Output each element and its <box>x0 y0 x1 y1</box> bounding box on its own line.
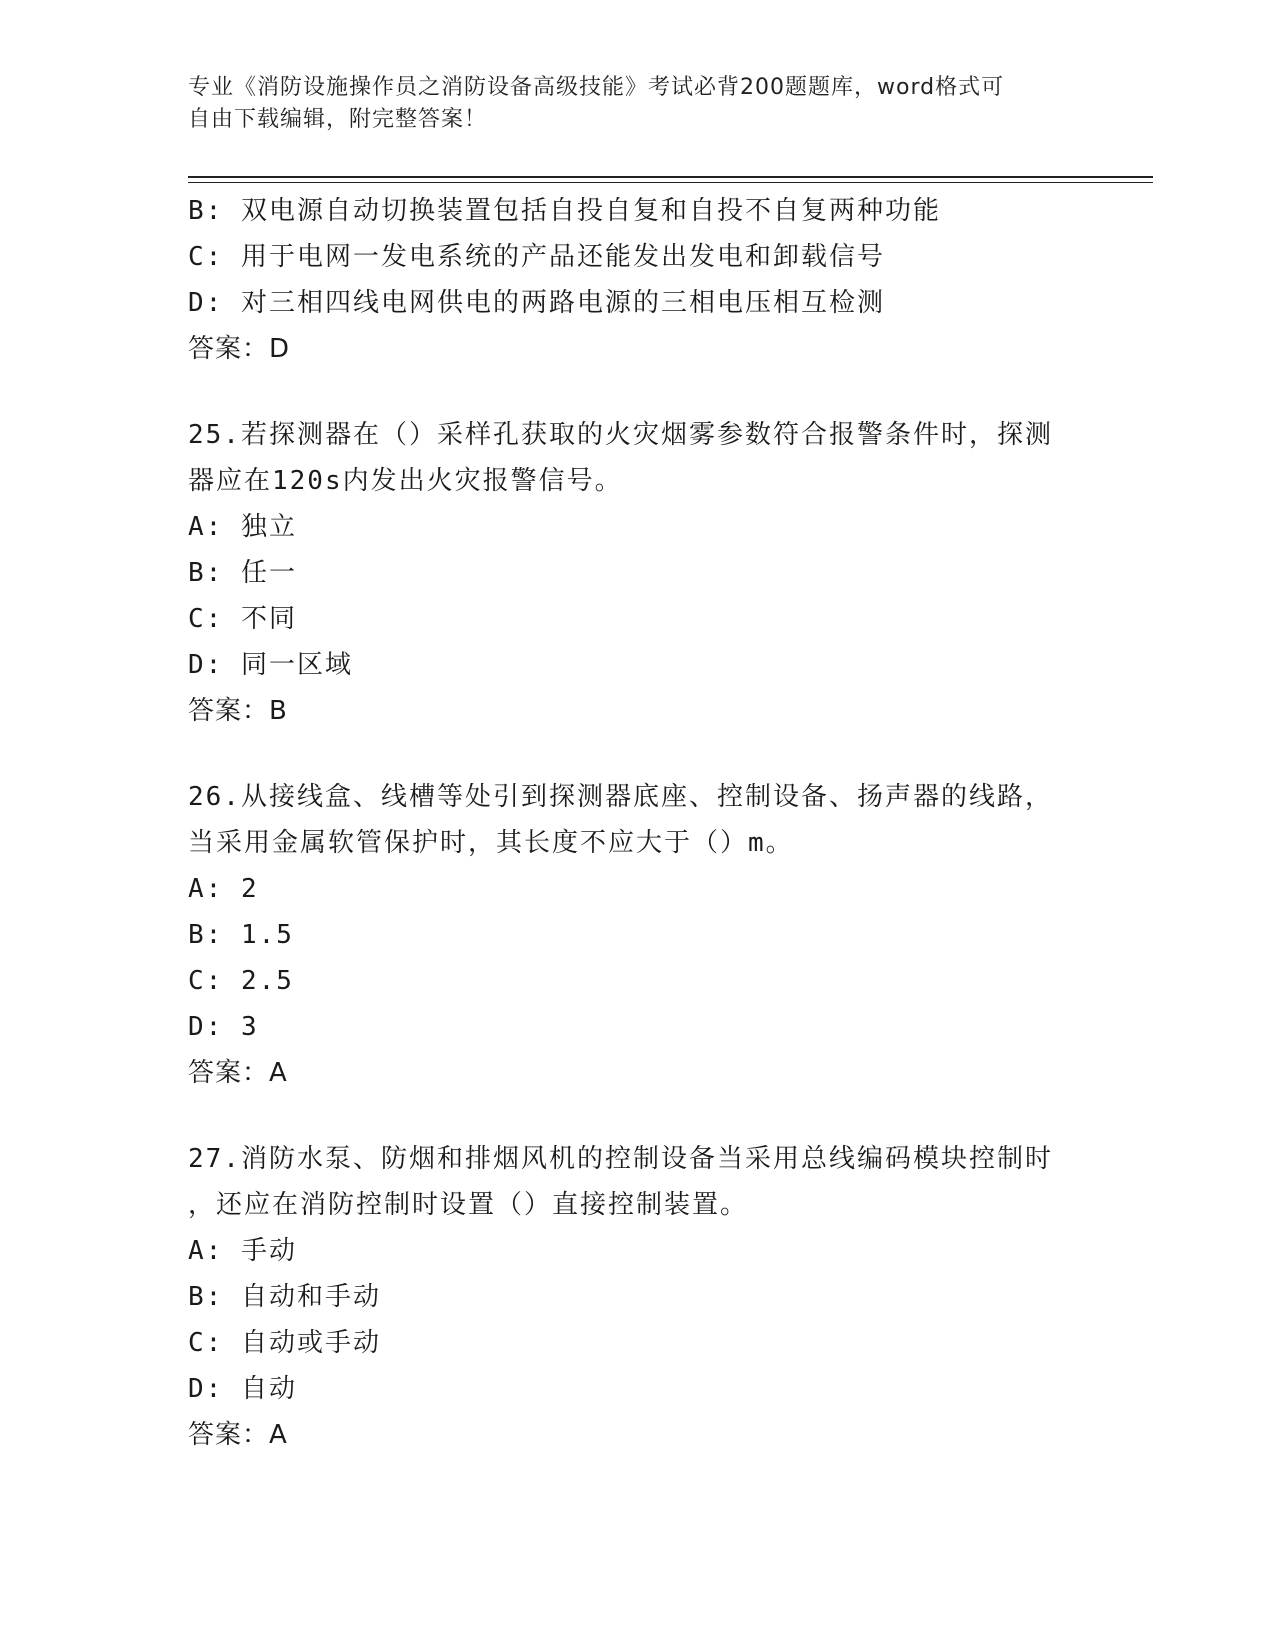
header-divider-thick <box>188 176 1153 178</box>
option-b: B: 任一 <box>188 558 297 588</box>
question-stem-line-1: 26.从接线盒、线槽等处引到探测器底座、控制设备、扬声器的线路， <box>188 782 1053 812</box>
answer-line: 答案：D <box>188 334 291 364</box>
question-stem-line-2: 器应在120s内发出火灾报警信号。 <box>188 466 623 496</box>
header-line-2: 自由下载编辑，附完整答案！ <box>188 107 488 132</box>
option-a: A: 2 <box>188 874 259 904</box>
option-d: D: 同一区域 <box>188 650 353 680</box>
option-b: B: 1.5 <box>188 920 294 950</box>
question-stem-line-2: 当采用金属软管保护时，其长度不应大于（）m。 <box>188 828 794 858</box>
header-line-1: 专业《消防设施操作员之消防设备高级技能》考试必背200题题库，word格式可 <box>188 75 1005 100</box>
option-c: C: 2.5 <box>188 966 294 996</box>
document-header <box>188 72 1088 136</box>
option-a: A: 手动 <box>188 1236 297 1266</box>
answer-line: 答案：A <box>188 1058 288 1088</box>
option-d: D: 自动 <box>188 1374 297 1404</box>
question-carryover <box>188 188 1088 372</box>
header-divider-thin <box>188 182 1153 183</box>
option-a: A: 独立 <box>188 512 297 542</box>
option-b: B: 双电源自动切换装置包括自投自复和自投不自复两种功能 <box>188 196 941 226</box>
answer-line: 答案：B <box>188 696 288 726</box>
question-list <box>188 188 1088 1458</box>
option-c: C: 自动或手动 <box>188 1328 381 1358</box>
question-25 <box>188 412 1088 734</box>
option-c: C: 不同 <box>188 604 297 634</box>
question-27 <box>188 1136 1088 1458</box>
question-stem-line-1: 27.消防水泵、防烟和排烟风机的控制设备当采用总线编码模块控制时 <box>188 1144 1053 1174</box>
option-d: D: 3 <box>188 1012 259 1042</box>
question-stem-line-1: 25.若探测器在（）采样孔获取的火灾烟雾参数符合报警条件时，探测 <box>188 420 1053 450</box>
question-stem-line-2: ，还应在消防控制时设置（）直接控制装置。 <box>188 1190 749 1220</box>
question-26 <box>188 774 1088 1096</box>
option-d: D: 对三相四线电网供电的两路电源的三相电压相互检测 <box>188 288 885 318</box>
answer-line: 答案：A <box>188 1420 288 1450</box>
option-b: B: 自动和手动 <box>188 1282 381 1312</box>
option-c: C: 用于电网一发电系统的产品还能发出发电和卸载信号 <box>188 242 885 272</box>
